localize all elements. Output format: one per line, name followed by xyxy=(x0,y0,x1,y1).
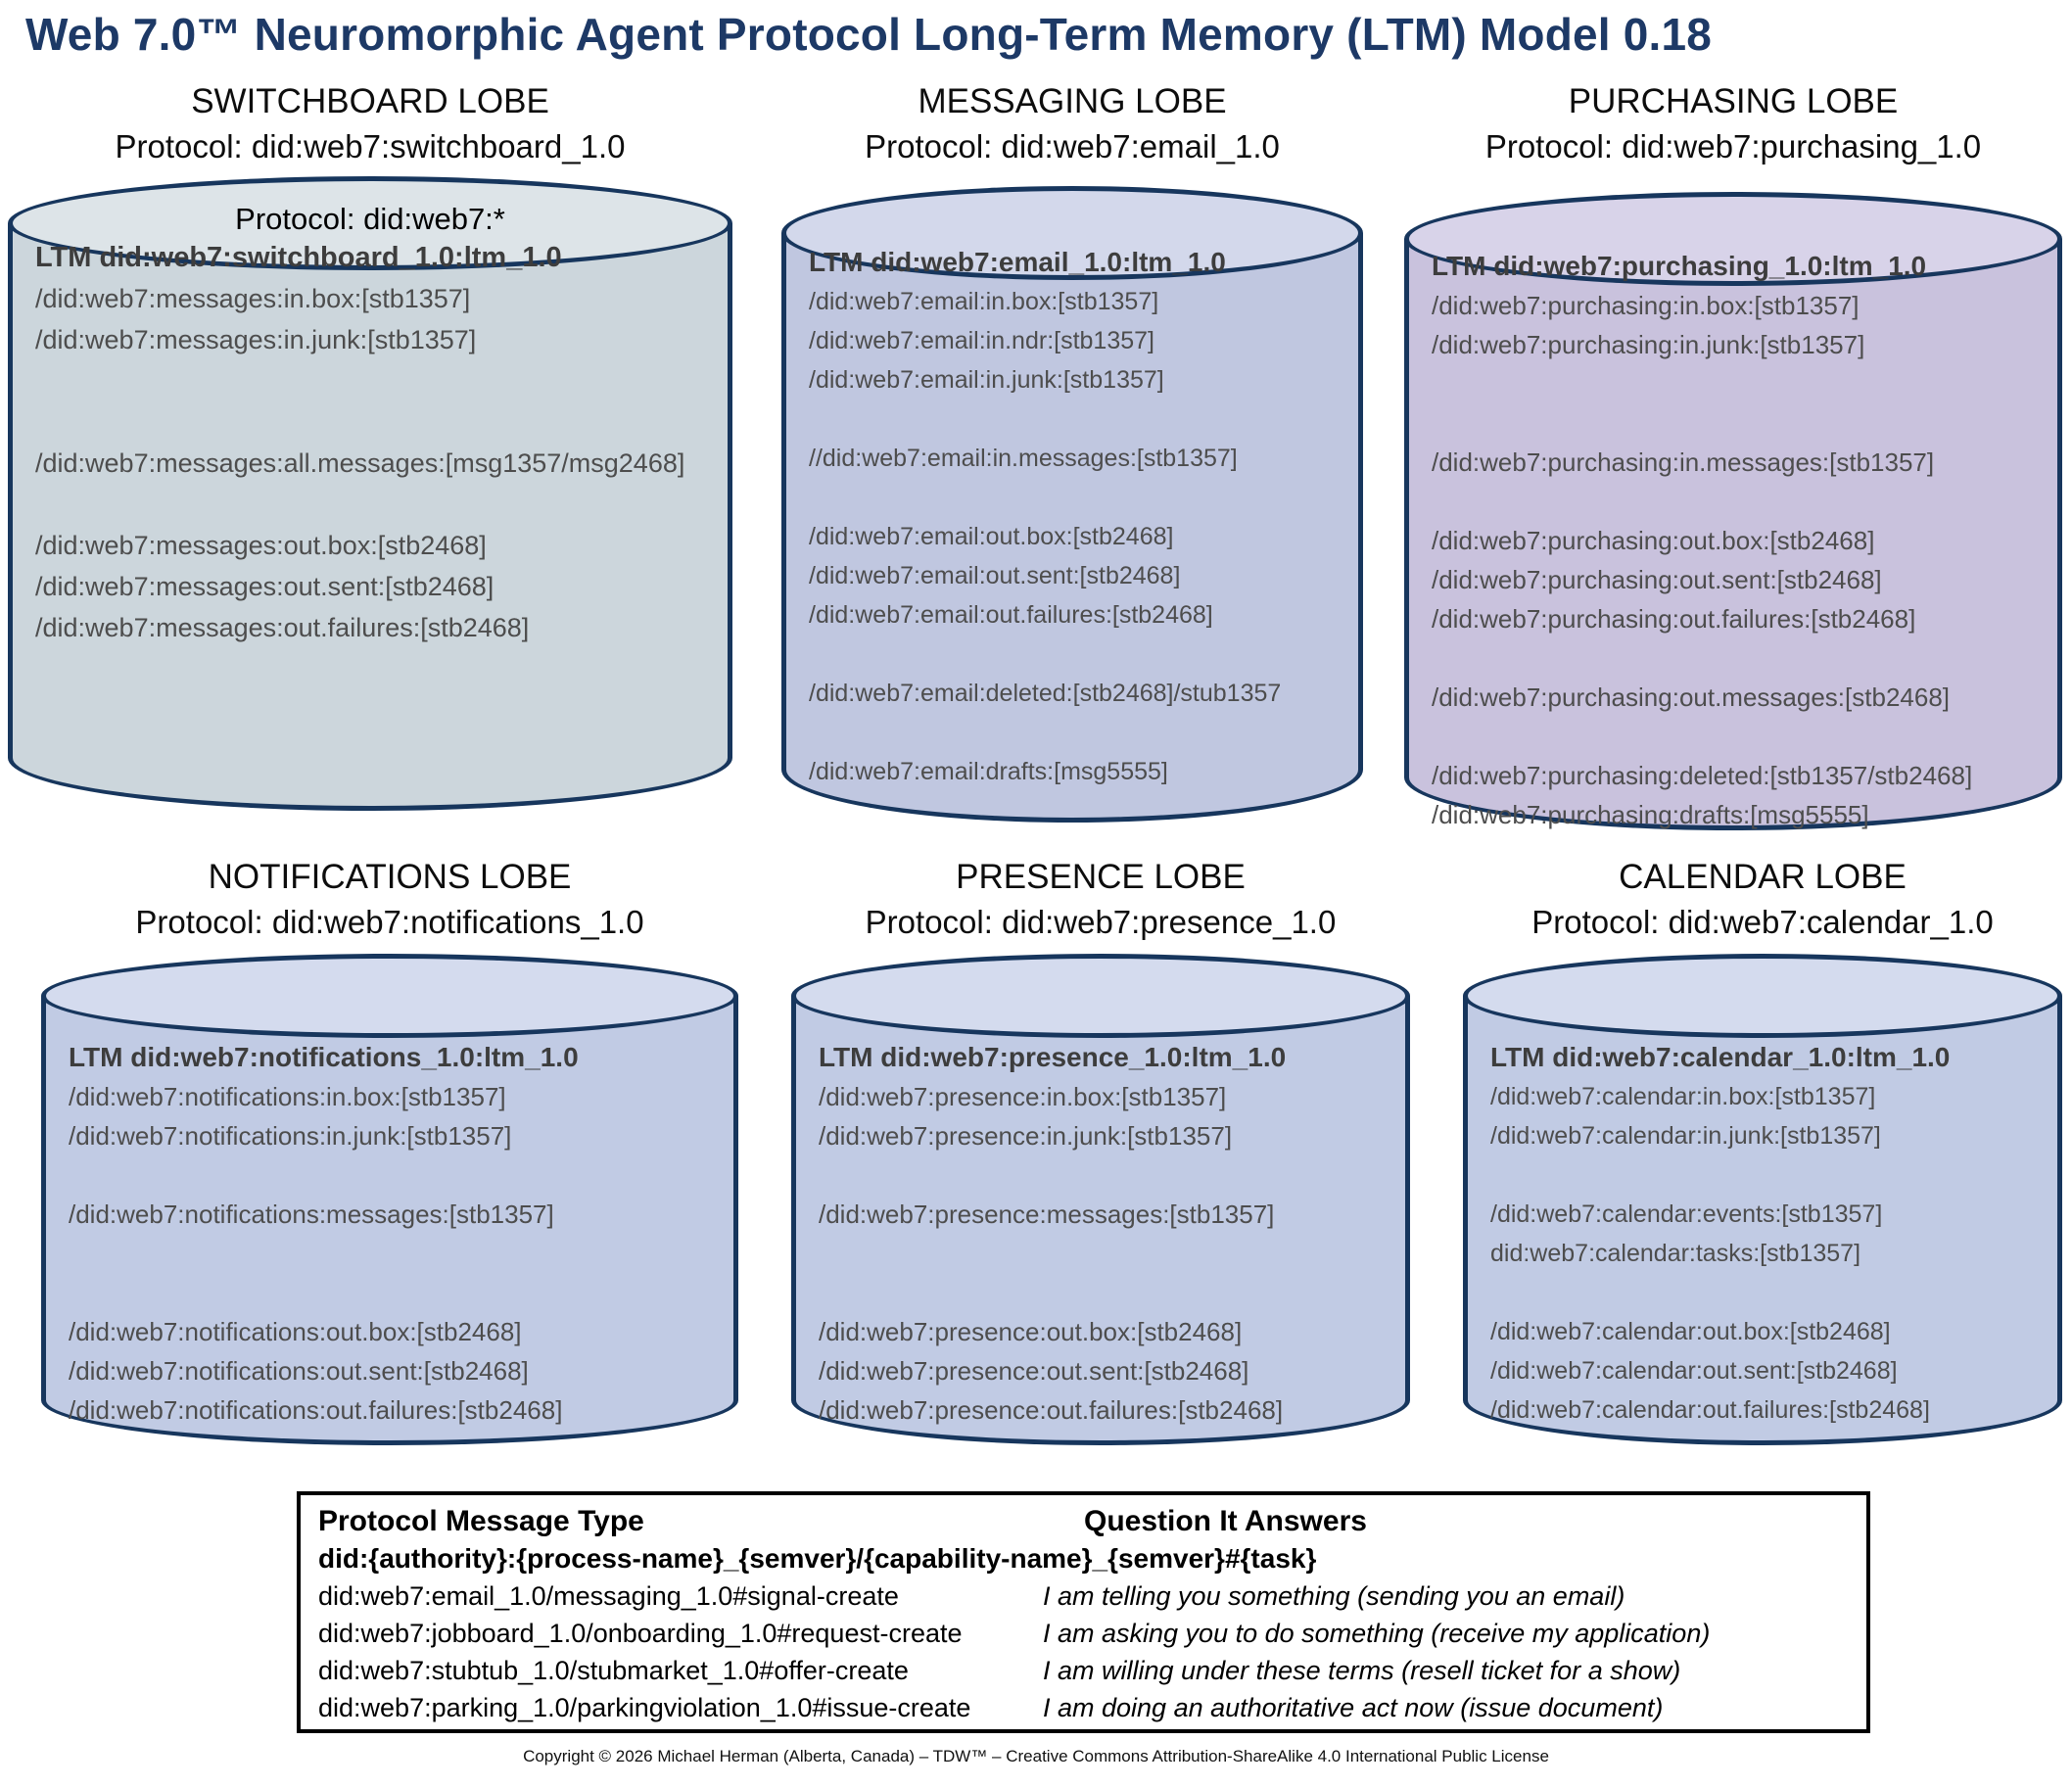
ltm-header: LTM did:web7:notifications_1.0:ltm_1.0 xyxy=(69,1042,579,1072)
cylinder-path-list xyxy=(1432,247,2052,834)
ltm-path-line xyxy=(1432,717,2052,756)
ltm-path-line xyxy=(35,484,723,525)
col-header-question-it-answers: Question It Answers xyxy=(1084,1505,1367,1537)
ltm-path-line xyxy=(819,1155,1400,1195)
ltm-path-line xyxy=(809,635,1353,674)
message-type-cell: did:web7:parking_1.0/parkingviolation_1.0#issue-create xyxy=(318,1693,971,1722)
database-cylinder xyxy=(781,186,1363,823)
lobe-title: PURCHASING LOBE xyxy=(1568,82,1899,120)
lobe-presence xyxy=(791,858,1410,1447)
database-cylinder xyxy=(41,954,738,1445)
lobe-protocol: Protocol: did:web7:switchboard_1.0 xyxy=(115,128,626,165)
ltm-path-line: /did:web7:presence:messages:[stb1357] xyxy=(819,1200,1275,1229)
ltm-path-line: /did:web7:notifications:in.box:[stb1357] xyxy=(69,1082,506,1111)
ltm-path-line: /did:web7:notifications:in.junk:[stb1357] xyxy=(69,1121,512,1151)
ltm-path-line: /did:web7:email:out.box:[stb2468] xyxy=(809,523,1174,550)
question-answer-cell: I am willing under these terms (resell ticket for a show) xyxy=(1043,1656,1681,1685)
ltm-path-line: /did:web7:messages:all.messages:[msg1357/msg2468] xyxy=(35,448,685,478)
ltm-path-line xyxy=(1432,403,2052,443)
ltm-path-line: /did:web7:email:in.box:[stb1357] xyxy=(809,288,1159,315)
ltm-path-line xyxy=(1490,1155,2052,1195)
ltm-header: LTM did:web7:purchasing_1.0:ltm_1.0 xyxy=(1432,251,1927,281)
question-answer-cell: I am asking you to do something (receive my application) xyxy=(1043,1619,1711,1648)
ltm-path-line: /did:web7:calendar:events:[stb1357] xyxy=(1490,1200,1883,1228)
question-answer-cell: I am telling you something (sending you an email) xyxy=(1043,1581,1625,1611)
ltm-path-line: /did:web7:messages:out.sent:[stb2468] xyxy=(35,572,494,601)
ltm-path-line: /did:web7:email:deleted:[stb2468]/stub1357 xyxy=(809,680,1282,707)
ltm-path-line xyxy=(69,1273,729,1312)
lobe-title: SWITCHBOARD LOBE xyxy=(191,82,549,120)
cylinder-top-ellipse xyxy=(41,954,738,1038)
ltm-path-line: /did:web7:calendar:in.junk:[stb1357] xyxy=(1490,1122,1881,1150)
ltm-path-line xyxy=(809,400,1353,439)
table-row xyxy=(318,1652,1866,1689)
lobe-calendar xyxy=(1463,858,2062,1447)
copyright-footer: Copyright © 2026 Michael Herman (Alberta, Canada) – TDW™ – Creative Commons Attribution-ShareAlike 4.0 International Public License xyxy=(523,1747,1549,1765)
ltm-path-line: /did:web7:calendar:out.box:[stb2468] xyxy=(1490,1318,1891,1345)
table-header-row xyxy=(318,1503,1866,1540)
ltm-path-line xyxy=(1490,1273,2052,1312)
ltm-path-line: /did:web7:purchasing:deleted:[stb1357/stb2468] xyxy=(1432,761,1973,790)
ltm-path-line: /did:web7:notifications:out.failures:[stb2468] xyxy=(69,1395,563,1425)
lobe-protocol: Protocol: did:web7:purchasing_1.0 xyxy=(1484,128,1982,165)
lobe-title: NOTIFICATIONS LOBE xyxy=(208,858,572,896)
ltm-path-line: /did:web7:presence:out.box:[stb2468] xyxy=(819,1317,1243,1346)
ltm-path-line: /did:web7:messages:in.box:[stb1357] xyxy=(35,284,471,313)
col-header-protocol-message-type: Protocol Message Type xyxy=(318,1505,644,1537)
lobe-protocol: Protocol: did:web7:calendar_1.0 xyxy=(1531,904,1994,940)
ltm-path-line: did:web7:calendar:tasks:[stb1357] xyxy=(1490,1240,1861,1267)
ltm-path-line: /did:web7:email:in.ndr:[stb1357] xyxy=(809,327,1154,354)
ltm-path-line: /did:web7:notifications:out.box:[stb2468] xyxy=(69,1317,522,1346)
ltm-path-line: /did:web7:presence:in.junk:[stb1357] xyxy=(819,1121,1233,1151)
table-row xyxy=(318,1577,1866,1615)
cylinder-top-ellipse xyxy=(791,954,1410,1038)
ltm-path-line xyxy=(1432,482,2052,521)
lobe-messaging xyxy=(781,82,1363,826)
cylinder-path-list xyxy=(35,237,723,648)
ltm-path-line: /did:web7:email:out.sent:[stb2468] xyxy=(809,562,1181,589)
protocol-message-type-table xyxy=(297,1491,1870,1733)
ltm-path-line: /did:web7:notifications:out.sent:[stb2468] xyxy=(69,1356,529,1386)
ltm-path-line: /did:web7:messages:out.box:[stb2468] xyxy=(35,531,487,560)
ltm-path-line xyxy=(35,360,723,401)
cylinder-path-list xyxy=(69,1038,729,1430)
message-type-cell: did:web7:stubtub_1.0/stubmarket_1.0#offer-create xyxy=(318,1656,909,1685)
lobe-protocol: Protocol: did:web7:presence_1.0 xyxy=(865,904,1337,940)
cylinder-path-list xyxy=(1490,1038,2052,1430)
lobe-purchasing xyxy=(1404,82,2062,834)
ltm-path-line: /did:web7:purchasing:in.box:[stb1357] xyxy=(1432,291,1860,320)
ltm-path-line xyxy=(819,1234,1400,1273)
ltm-path-line: /did:web7:purchasing:drafts:[msg5555] xyxy=(1432,800,1869,829)
lobe-title: CALENDAR LOBE xyxy=(1619,858,1907,896)
database-cylinder xyxy=(8,176,732,811)
ltm-path-line: /did:web7:purchasing:out.sent:[stb2468] xyxy=(1432,565,1882,594)
ltm-path-line: /did:web7:calendar:out.sent:[stb2468] xyxy=(1490,1357,1898,1385)
lobe-notifications xyxy=(41,858,738,1447)
ltm-header: LTM did:web7:switchboard_1.0:ltm_1.0 xyxy=(35,242,562,273)
ltm-header: LTM did:web7:calendar_1.0:ltm_1.0 xyxy=(1490,1042,1951,1072)
ltm-path-line: /did:web7:calendar:in.box:[stb1357] xyxy=(1490,1083,1876,1110)
ltm-path-line: //did:web7:email:in.messages:[stb1357] xyxy=(809,445,1238,472)
message-type-cell: did:web7:email_1.0/messaging_1.0#signal-create xyxy=(318,1581,899,1611)
lobe-title: MESSAGING LOBE xyxy=(918,82,1227,120)
ltm-path-line xyxy=(35,401,723,443)
question-answer-cell: I am doing an authoritative act now (issue document) xyxy=(1043,1693,1664,1722)
database-cylinder xyxy=(1404,192,2062,830)
ltm-path-line: /did:web7:notifications:messages:[stb1357] xyxy=(69,1200,554,1229)
ltm-path-line: /did:web7:purchasing:in.junk:[stb1357] xyxy=(1432,330,1865,359)
ltm-path-line: /did:web7:purchasing:out.box:[stb2468] xyxy=(1432,526,1875,555)
database-cylinder xyxy=(1463,954,2062,1445)
message-type-cell: did:web7:jobboard_1.0/onboarding_1.0#request-create xyxy=(318,1619,963,1648)
cylinder-top-ellipse xyxy=(1463,954,2062,1038)
table-row xyxy=(318,1615,1866,1652)
ltm-path-line: /did:web7:calendar:out.failures:[stb2468] xyxy=(1490,1396,1930,1424)
ltm-path-line: /did:web7:purchasing:out.failures:[stb2468] xyxy=(1432,604,1916,634)
cylinder-path-list xyxy=(809,243,1353,791)
ltm-path-line xyxy=(809,478,1353,517)
ltm-path-line: /did:web7:email:in.junk:[stb1357] xyxy=(809,366,1164,394)
ltm-path-line xyxy=(69,1155,729,1195)
ltm-header: LTM did:web7:email_1.0:ltm_1.0 xyxy=(809,247,1226,277)
lobe-switchboard xyxy=(8,82,732,817)
message-type-pattern: did:{authority}:{process-name}_{semver}/{capability-name}_{semver}#{task} xyxy=(318,1543,1317,1574)
ltm-path-line: /did:web7:email:drafts:[msg5555] xyxy=(809,758,1168,785)
lobe-protocol: Protocol: did:web7:notifications_1.0 xyxy=(135,904,644,940)
ltm-path-line xyxy=(69,1234,729,1273)
ltm-path-line xyxy=(1432,638,2052,678)
ltm-path-line xyxy=(819,1273,1400,1312)
database-cylinder xyxy=(791,954,1410,1445)
ltm-path-line: /did:web7:presence:out.sent:[stb2468] xyxy=(819,1356,1249,1386)
ltm-path-line: /did:web7:messages:out.failures:[stb2468] xyxy=(35,613,530,642)
ltm-header: LTM did:web7:presence_1.0:ltm_1.0 xyxy=(819,1042,1287,1072)
ltm-path-line: /did:web7:presence:in.box:[stb1357] xyxy=(819,1082,1227,1111)
ltm-path-line: /did:web7:purchasing:out.messages:[stb2468] xyxy=(1432,682,1951,712)
ltm-path-line: /did:web7:email:out.failures:[stb2468] xyxy=(809,601,1213,629)
cylinder-path-list xyxy=(819,1038,1400,1430)
cylinder-inner-protocol: Protocol: did:web7:* xyxy=(235,202,505,236)
lobe-protocol: Protocol: did:web7:email_1.0 xyxy=(865,128,1280,165)
table-row xyxy=(318,1689,1866,1726)
ltm-path-line: /did:web7:messages:in.junk:[stb1357] xyxy=(35,325,477,354)
lobe-title: PRESENCE LOBE xyxy=(956,858,1246,896)
page-title: Web 7.0™ Neuromorphic Agent Protocol Long-Term Memory (LTM) Model 0.18 xyxy=(25,9,1713,60)
ltm-path-line: /did:web7:presence:out.failures:[stb2468] xyxy=(819,1395,1284,1425)
ltm-path-line xyxy=(809,713,1353,752)
ltm-path-line xyxy=(1432,364,2052,403)
ltm-path-line: /did:web7:purchasing:in.messages:[stb1357] xyxy=(1432,447,1935,477)
